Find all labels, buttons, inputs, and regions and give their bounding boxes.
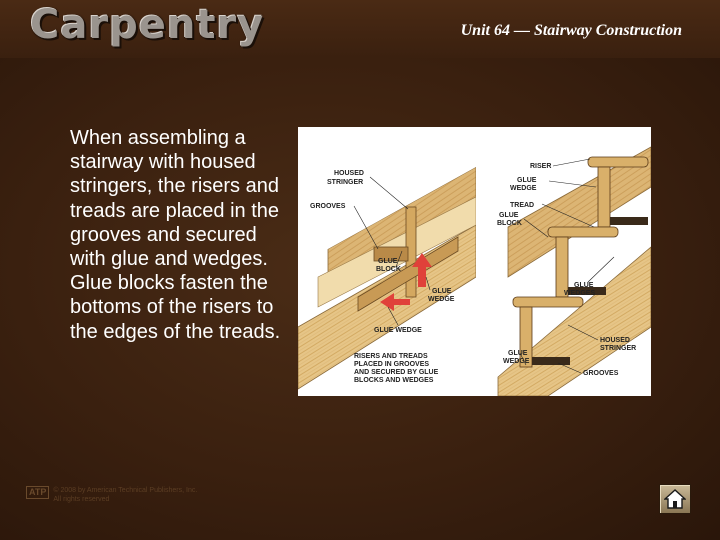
- home-icon: [664, 488, 686, 510]
- label-glue-block-right: GLUE BLOCK: [497, 212, 522, 227]
- label-housed-stringer-right: HOUSED STRINGER: [600, 337, 637, 352]
- carpentry-logo: Carpentry: [30, 2, 265, 48]
- copyright-line1: © 2008 by American Technical Publishers, Inc.: [53, 487, 198, 494]
- body-text: When assembling a stairway with housed stringers, the risers and treads are placed in the grooves and secured with glue and wedges. Glue blocks fasten the bottoms of the risers to the edges of the treads.: [70, 127, 281, 343]
- label-glue-wedge-top: GLUE WEDGE: [510, 177, 537, 192]
- label-glue-wedge-bottom: GLUE WEDGE: [374, 327, 422, 334]
- unit-title: Unit 64 — Stairway Construction: [460, 22, 682, 39]
- publisher-logo: ATP: [26, 486, 49, 499]
- label-riser: RISER: [530, 163, 552, 170]
- label-grooves-left: GROOVES: [310, 203, 346, 210]
- copyright-notice: [26, 486, 246, 504]
- home-button[interactable]: [659, 484, 691, 514]
- right-assembled: [476, 127, 651, 396]
- stairway-illustration: [298, 127, 651, 396]
- label-grooves-right: GROOVES: [583, 370, 619, 377]
- copyright-line2: All rights reserved: [53, 496, 110, 503]
- label-glue-wedges-right: GLUE WEDGES: [564, 282, 596, 297]
- label-glue-block-left: GLUE BLOCK: [376, 258, 401, 273]
- label-tread: TREAD: [510, 202, 535, 209]
- label-glue-wedge-center: GLUE WEDGE: [428, 288, 455, 303]
- label-risers-treads-caption: RISERS AND TREADS PLACED IN GROOVES AND SECURED BY GLUE BLOCKS AND WEDGES: [354, 353, 439, 384]
- label-glue-wedge-lower-right: GLUE WEDGE: [503, 350, 530, 365]
- label-housed-stringer-left: HOUSED STRINGER: [327, 170, 364, 186]
